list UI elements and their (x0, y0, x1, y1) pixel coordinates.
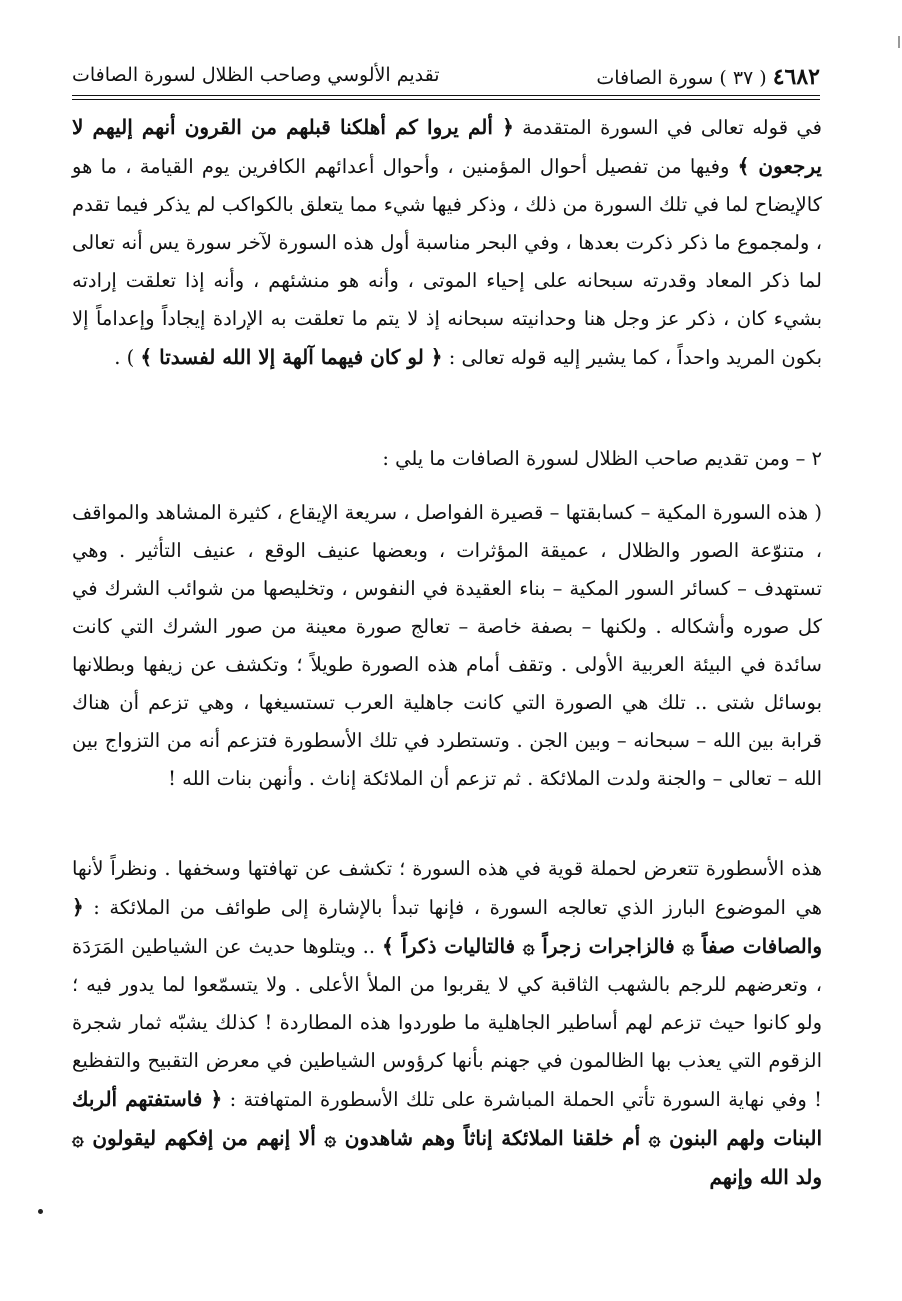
text-run: .. ويتلوها حديث عن الشياطين المَرَدَة ، وتعرضهم للرجم بالشهب الثاقبة كي لا يقربوا من الملأ الأعلى . ولا يتسمّعوا لما يدور فيه ؛ ولو كانوا حيث تزعم لهم أساطير الجاهلية ما طوردوا هذه المطاردة ! كذلك يشبّه ثمار شجرة الزقوم التي يعذب بها الظالمون في جهنم بأنها كرؤوس الشياطين في معرض التقبيح والتفظيع ! وفي نهاية السورة تأتي الحملة المباشرة على تلك الأسطورة المتهافتة : (72, 935, 822, 1111)
paragraph-alusi (72, 108, 822, 377)
header-rule (72, 95, 820, 96)
quran-quote: ﴿ والصافات صفاً ۞ فالزاجرات زجراً ۞ فالتاليات ذكراً ﴾ (72, 895, 822, 958)
running-header (72, 60, 820, 94)
quran-quote: ﴿ ألم يروا كم أهلكنا قبلهم من القرون أنهم إليهم لا يرجعون ﴾ (72, 115, 822, 178)
edge-mark (898, 36, 900, 48)
quran-quote: ﴿ فاستفتهم ألربك البنات ولهم البنون ۞ أم خلقنا الملائكة إناثاً وهم شاهدون ۞ ألا إنهم من إفكهم ليقولون ۞ ولد الله وإنهم (72, 1087, 822, 1189)
margin-dot (38, 1209, 43, 1214)
text-run: ) . (114, 346, 141, 369)
header-rule-secondary (72, 99, 820, 100)
surah-label: ( ٣٧ ) سورة الصافات (596, 67, 767, 89)
header-page-info (596, 64, 820, 90)
text-run: هذه الأسطورة تتعرض لحملة قوية في هذه السورة ؛ تكشف عن تهافتها وسخفها . ونظراً لأنها هي الموضوع البارز الذي تعالجه السورة ، فإنها تبدأ بالإشارة إلى طوائف من الملائكة : (72, 857, 822, 919)
text-run: في قوله تعالى في السورة المتقدمة (513, 116, 822, 139)
page-number: ٤٦٨٢ (772, 64, 820, 90)
paragraph-section-heading: ٢ – ومن تقديم صاحب الظلال لسورة الصافات ما يلي : (382, 447, 822, 470)
running-title: تقديم الألوسي وصاحب الظلال لسورة الصافات (72, 64, 440, 86)
text-run: وفيها من تفصيل أحوال المؤمنين ، وأحوال أعدائهم الكافرين يوم القيامة ، ما هو كالإيضاح لما في تلك السورة من ذلك ، وذكر فيها شيء مما يتعلق بالكواكب لم يذكر فيما تقدم ، ولمجموع ما ذكر ذكرت بعدها ، وفي البحر مناسبة أول هذه السورة لآخر سورة يس أنه تعالى لما ذكر المعاد وقدرته سبحانه على إحياء الموتى ، وأنه هو منشئهم ، وأنه إذا تعلقت إرادته بشيء كان ، ذكر عز وجل هنا وحدانيته سبحانه إذ لا يتم ما تعلقت به الإرادة إيجاداً وإعداماً إلا بكون المريد واحداً ، كما يشير إليه قوله تعالى : (72, 155, 822, 369)
quran-quote: ﴿ لو كان فيهما آلهة إلا الله لفسدتا ﴾ (140, 345, 443, 369)
paragraph-zilal-quote: ( هذه السورة المكية – كسابقتها – قصيرة الفواصل ، سريعة الإيقاع ، كثيرة المشاهد والمواقف ، متنوّعة الصور والظلال ، عميقة المؤثرات ، وبعضها عنيف الوقع ، عنيف التأثير . وهي تستهدف – كسائر السور المكية – بناء العقيدة في النفوس ، وتخليصها من شوائب الشرك في كل صوره وأشكاله . ولكنها – بصفة خاصة – تعالج صورة معينة من صور الشرك التي كانت سائدة في البيئة العربية الأولى . وتقف أمام هذه الصورة طويلاً ؛ وتكشف عن زيفها وبطلانها بوسائل شتى .. تلك هي الصورة التي كانت جاهلية العرب تستسيغها ، وهي تزعم أن هناك قرابة بين الله – سبحانه – وبين الجن . وتستطرد في تلك الأسطورة فتزعم أنه من التزواج بين الله – تعالى – والجنة ولدت الملائكة . ثم تزعم أن الملائكة إناث . وأنهن بنات الله ! (72, 501, 822, 790)
paragraph-myth-discussion (72, 850, 822, 1197)
